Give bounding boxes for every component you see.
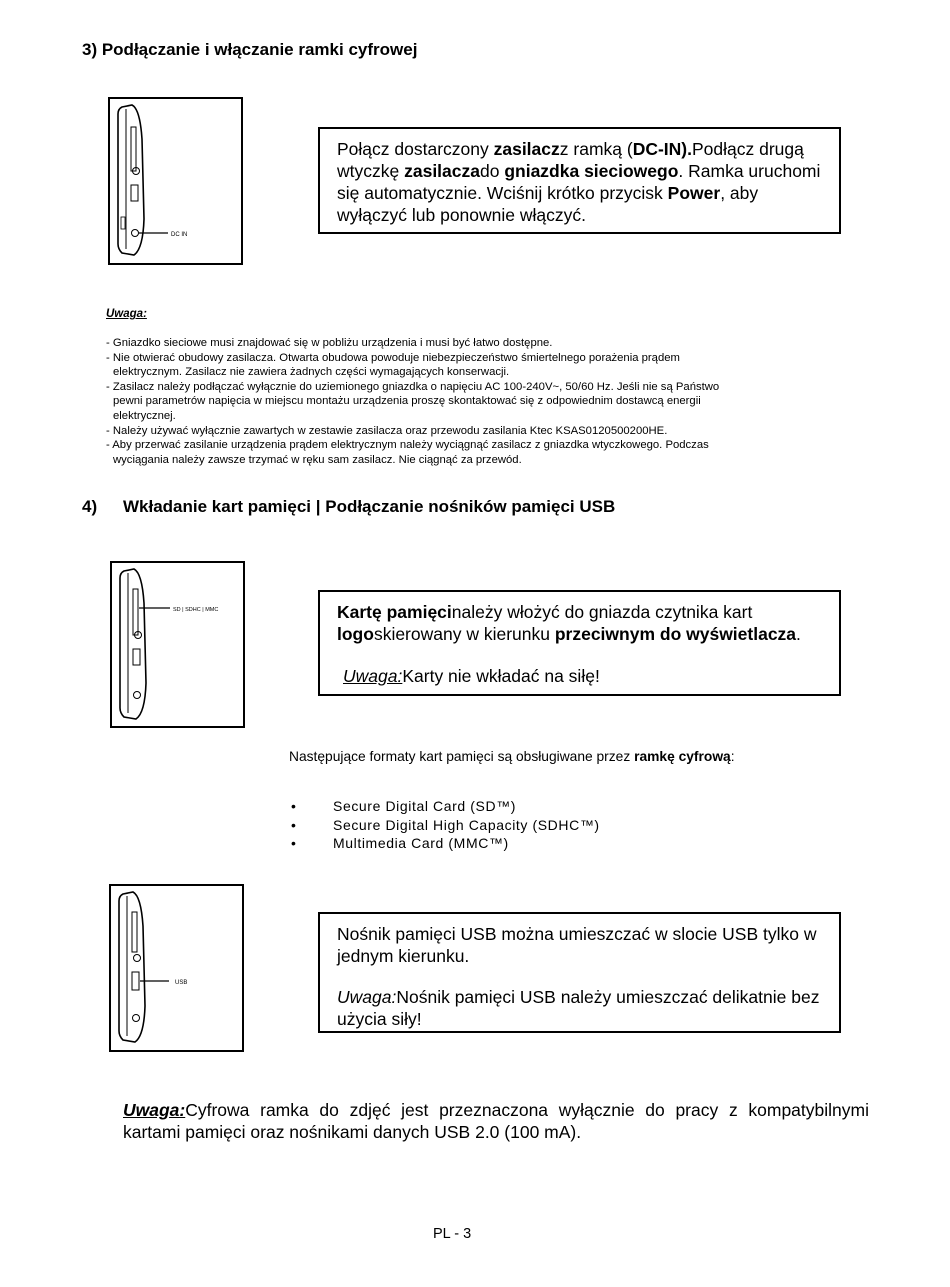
text: Cyfrowa ramka do zdjęć jest przeznaczona wyłącznie do pracy z kompatybilnymi kartami pamięci oraz nośnikami danych USB 2.0 (100 mA). [123,1100,869,1142]
device-side-icon [111,886,242,1050]
note-line: - Należy używać wyłącznie zawartych w zestawie zasilacza oraz przewodu zasilania Ktec KSAS0120500200HE. [106,424,668,437]
bold-text: DC-IN). [632,139,692,159]
section-4-heading: Wkładanie kart pamięci | Podłączanie nośników pamięci USB [123,497,616,516]
device-side-icon [112,563,243,726]
note-label: Uwaga: [337,987,397,1007]
list-item: • Secure Digital Card (SD™) [291,797,600,816]
text: należy włożyć do gniazda czytnika kart [451,602,753,622]
text: , aby wyłączyć lub ponownie włączyć. [337,183,759,225]
bold-text: ramkę cyfrową [634,749,731,764]
bold-text: Kartę pamięci [337,602,452,622]
text: Karty nie wkładać na siłę! [402,666,600,686]
note-label: Uwaga: [343,666,403,686]
note-line: - Nie otwierać obudowy zasilacza. Otwarta obudowa powoduje niebezpieczeństwo śmiertelnego porażenia prądem [106,351,680,364]
formats-intro [289,749,735,764]
dcin-label: DC IN [171,232,188,238]
note-line: elektrycznym. Zasilacz nie zawiera żadnych części wymagających konserwacji. [113,366,510,379]
note-title: Uwaga: [106,308,147,320]
bold-text: zasilacz [493,139,560,159]
device-figure-card [110,561,245,728]
formats-list [291,797,600,853]
text: skierowany w kierunku [373,624,555,644]
text: Nośnik pamięci USB należy umieszczać delikatnie bez użycia siły! [337,987,820,1029]
bold-text: przeciwnym do wyświetlacza [554,624,797,644]
note-line: elektrycznej. [113,409,176,422]
text: Połącz dostarczony [337,139,494,159]
device-figure-usb [109,884,244,1052]
bold-text: zasilacza [404,161,480,181]
text: do [480,161,505,181]
list-item: • Multimedia Card (MMC™) [291,834,600,853]
final-note [123,1099,869,1143]
instruction-box-power [318,127,841,234]
note-label: Uwaga: [123,1100,186,1120]
text: . [796,624,801,644]
text: . Ramka uruchomi się automatycznie. Wciśnij krótko przycisk [337,161,821,203]
device-side-icon [110,99,241,263]
page-number: PL - 3 [433,1226,472,1242]
note-list [106,336,719,467]
note-line: wyciągania należy zawsze trzymać w ręku sam zasilacz. Nie ciągnąć za przewód. [113,453,522,466]
usb-label: USB [175,980,188,986]
card-slot-label: SD | SDHC | MMC [173,607,219,613]
note-line: pewni parametrów napięcia w miejscu montażu urządzenia proszę skontaktować się z odpowiednim dostawcą energii [113,395,701,408]
instruction-box-usb [318,912,841,1033]
section-4-number: 4) [82,497,98,516]
note-line: - Gniazdko sieciowe musi znajdować się w pobliżu urządzenia i musi być łatwo dostępne. [106,337,553,349]
note-line: - Aby przerwać zasilanie urządzenia prądem elektrycznym należy wyciągnąć zasilacz z gniazdka wtyczkowego. Podczas [106,439,709,452]
bold-text: Power [667,183,721,203]
text: Następujące formaty kart pamięci są obsługiwane przez [289,749,635,764]
text: Nośnik pamięci USB można umieszczać w slocie USB tylko w jednym kierunku. [337,924,817,966]
text: z ramką ( [559,139,633,159]
device-figure-dcin [108,97,243,265]
section-3-heading: 3) Podłączanie i włączanie ramki cyfrowej [82,40,418,59]
usb-note [337,986,822,1030]
note-line: - Zasilacz należy podłączać wyłącznie do uziemionego gniazdka o napięciu AC 100-240V~, 50/60 Hz. Jeśli nie są Państwo [106,380,720,393]
bold-text: logo [337,624,374,644]
text: Podłącz drugą wtyczkę [337,139,804,181]
list-item: • Secure Digital High Capacity (SDHC™) [291,816,600,835]
card-note [337,665,822,687]
instruction-box-card [318,590,841,696]
text: : [730,749,735,764]
bold-text: gniazdka sieciowego [504,161,679,181]
